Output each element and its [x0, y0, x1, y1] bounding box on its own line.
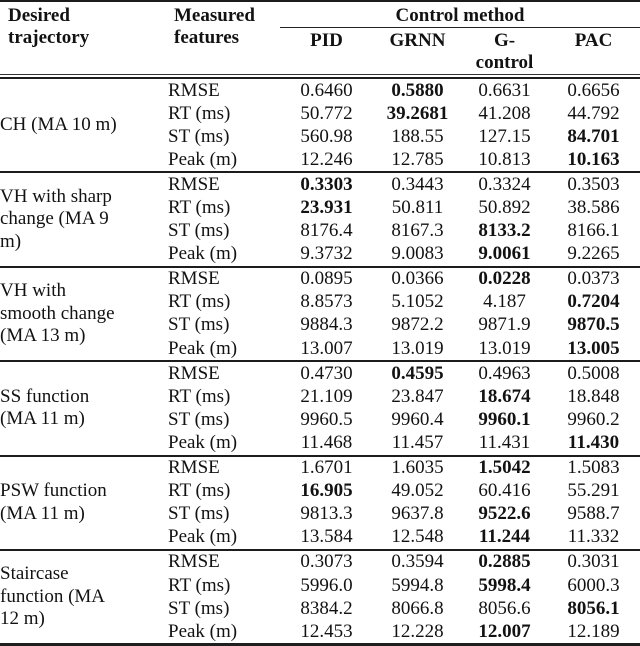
feature-label: ST (ms) [168, 597, 230, 619]
value-cell: 0.4963 [478, 362, 531, 384]
value-cell: 12.228 [391, 620, 444, 642]
value-cell: 23.847 [391, 385, 444, 407]
table-row [0, 172, 640, 196]
trajectory-line: VH with sharp [0, 185, 112, 207]
header-method-pid [280, 28, 373, 75]
value-cell: 12.007 [478, 620, 531, 642]
block-ch [0, 78, 640, 172]
trajectory-line: 12 m) [0, 608, 45, 630]
trajectory-cell [0, 456, 168, 550]
value-cell: 23.931 [300, 197, 353, 219]
value-cell: 38.586 [567, 197, 620, 219]
trajectory-line: change (MA 9 [0, 208, 109, 230]
value-cell: 4.187 [483, 291, 526, 313]
value-cell: 16.905 [300, 480, 353, 502]
trajectory-line: function (MA [0, 585, 106, 607]
value-cell: 0.3594 [391, 551, 444, 573]
value-cell: 1.6701 [300, 457, 353, 479]
block-ss [0, 361, 640, 455]
header-line: Measured [174, 5, 255, 26]
value-cell: 10.813 [478, 148, 531, 170]
value-cell: 9960.5 [300, 408, 353, 430]
feature-label: RMSE [168, 79, 220, 101]
value-cell: 8066.8 [391, 597, 444, 619]
value-cell: 9870.5 [567, 314, 620, 336]
feature-label: ST (ms) [168, 125, 230, 147]
value-cell: 0.3324 [478, 173, 531, 195]
value-cell: 49.052 [391, 480, 444, 502]
value-cell: 8133.2 [478, 220, 531, 242]
method-label: PAC [574, 30, 613, 51]
value-cell: 0.0366 [391, 268, 444, 290]
value-cell: 8384.2 [300, 597, 353, 619]
trajectory-cell [0, 172, 168, 266]
feature-label: RT (ms) [168, 385, 231, 407]
value-cell: 11.468 [300, 431, 353, 453]
header-method-g-control [462, 28, 547, 75]
feature-label: RT (ms) [168, 197, 231, 219]
value-cell: 50.892 [478, 197, 531, 219]
value-cell: 41.208 [478, 102, 531, 124]
value-cell: 11.431 [478, 431, 531, 453]
feature-label: Peak (m) [168, 620, 238, 642]
value-cell: 8056.6 [478, 597, 531, 619]
method-label: control [475, 52, 534, 73]
feature-label: RMSE [168, 362, 220, 384]
value-cell: 21.109 [300, 385, 353, 407]
value-cell: 1.5042 [478, 457, 531, 479]
value-cell: 0.3503 [567, 173, 620, 195]
block-vh-smooth [0, 267, 640, 361]
feature-label: RMSE [168, 457, 220, 479]
method-label: GRNN [389, 30, 446, 51]
value-cell: 11.332 [567, 526, 620, 548]
table-row [0, 456, 640, 480]
value-cell: 0.6631 [478, 79, 531, 101]
feature-label: ST (ms) [168, 220, 230, 242]
header-line: trajectory [8, 27, 90, 48]
feature-label: Peak (m) [168, 337, 238, 359]
value-cell: 9.3732 [300, 243, 353, 265]
value-cell: 12.548 [391, 526, 444, 548]
value-cell: 11.430 [567, 431, 620, 453]
value-cell: 18.674 [478, 385, 531, 407]
value-cell: 0.6656 [567, 79, 620, 101]
trajectory-line: SS function [0, 385, 90, 407]
trajectory-line: smooth change [0, 302, 115, 324]
value-cell: 11.457 [391, 431, 444, 453]
value-cell: 0.3073 [300, 551, 353, 573]
block-staircase [0, 550, 640, 645]
table-header [0, 1, 640, 78]
value-cell: 127.15 [478, 125, 531, 147]
value-cell: 9.0061 [478, 243, 531, 265]
value-cell: 13.005 [567, 337, 620, 359]
trajectory-line: (MA 11 m) [0, 408, 85, 430]
method-label: G- [493, 30, 516, 51]
value-cell: 0.4730 [300, 362, 353, 384]
value-cell: 39.2681 [386, 102, 449, 124]
header-measured-features [168, 1, 280, 75]
feature-label: RT (ms) [168, 480, 231, 502]
trajectory-cell [0, 361, 168, 455]
feature-label: RMSE [168, 551, 220, 573]
value-cell: 55.291 [567, 480, 620, 502]
trajectory-line: m) [0, 230, 22, 252]
value-cell: 0.2885 [478, 551, 531, 573]
value-cell: 560.98 [300, 125, 353, 147]
block-psw [0, 456, 640, 550]
value-cell: 9871.9 [478, 314, 531, 336]
value-cell: 9960.2 [567, 408, 620, 430]
feature-label: RT (ms) [168, 291, 231, 313]
table-row [0, 267, 640, 291]
value-cell: 60.416 [478, 480, 531, 502]
value-cell: 0.0228 [478, 268, 531, 290]
value-cell: 9960.4 [391, 408, 444, 430]
value-cell: 13.019 [391, 337, 444, 359]
table-row [0, 361, 640, 385]
value-cell: 9884.3 [300, 314, 353, 336]
value-cell: 8056.1 [567, 597, 620, 619]
value-cell: 0.3303 [300, 173, 353, 195]
value-cell: 9960.1 [478, 408, 531, 430]
value-cell: 0.6460 [300, 79, 353, 101]
value-cell: 9588.7 [567, 503, 620, 525]
value-cell: 13.019 [478, 337, 531, 359]
value-cell: 84.701 [567, 125, 620, 147]
value-cell: 12.785 [391, 148, 444, 170]
trajectory-line: (MA 13 m) [0, 325, 86, 347]
value-cell: 0.0373 [567, 268, 620, 290]
feature-label: RT (ms) [168, 574, 231, 596]
trajectory-line: PSW function [0, 480, 107, 502]
header-line: Desired [8, 5, 70, 26]
value-cell: 13.007 [300, 337, 353, 359]
value-cell: 8166.1 [567, 220, 620, 242]
trajectory-line: Staircase [0, 563, 69, 585]
value-cell: 1.6035 [391, 457, 444, 479]
feature-label: ST (ms) [168, 408, 230, 430]
feature-label: Peak (m) [168, 431, 238, 453]
block-vh-sharp [0, 172, 640, 266]
value-cell: 0.3031 [567, 551, 620, 573]
value-cell: 11.244 [478, 526, 531, 548]
value-cell: 8176.4 [300, 220, 353, 242]
value-cell: 50.772 [300, 102, 353, 124]
trajectory-cell [0, 78, 168, 172]
value-cell: 5996.0 [300, 574, 353, 596]
value-cell: 0.0895 [300, 268, 353, 290]
value-cell: 8167.3 [391, 220, 444, 242]
value-cell: 9522.6 [478, 503, 531, 525]
method-label: PID [310, 30, 343, 51]
header-method-pac [547, 28, 640, 75]
value-cell: 9.0083 [391, 243, 444, 265]
value-cell: 5.1052 [391, 291, 444, 313]
value-cell: 12.246 [300, 148, 353, 170]
value-cell: 44.792 [567, 102, 620, 124]
value-cell: 0.3443 [391, 173, 444, 195]
value-cell: 50.811 [391, 197, 444, 219]
feature-label: Peak (m) [168, 526, 238, 548]
value-cell: 0.7204 [567, 291, 620, 313]
feature-label: ST (ms) [168, 503, 230, 525]
value-cell: 12.189 [567, 620, 620, 642]
value-cell: 9813.3 [300, 503, 353, 525]
value-cell: 6000.3 [567, 574, 620, 596]
value-cell: 0.5008 [567, 362, 620, 384]
value-cell: 1.5083 [567, 457, 620, 479]
value-cell: 5998.4 [478, 574, 531, 596]
value-cell: 10.163 [567, 148, 620, 170]
value-cell: 12.453 [300, 620, 353, 642]
value-cell: 188.55 [391, 125, 444, 147]
header-control-method-group: Control method [280, 1, 640, 28]
table-row [0, 550, 640, 574]
value-cell: 9872.2 [391, 314, 444, 336]
header-method-grnn [373, 28, 462, 75]
value-cell: 13.584 [300, 526, 353, 548]
value-cell: 0.5880 [391, 79, 444, 101]
trajectory-cell [0, 550, 168, 645]
header-line: features [174, 27, 240, 48]
feature-label: ST (ms) [168, 314, 230, 336]
feature-label: Peak (m) [168, 148, 238, 170]
table-row [0, 78, 640, 102]
value-cell: 18.848 [567, 385, 620, 407]
trajectory-line: (MA 11 m) [0, 502, 85, 524]
feature-label: Peak (m) [168, 243, 238, 265]
trajectory-line: CH (MA 10 m) [0, 113, 117, 135]
value-cell: 8.8573 [300, 291, 353, 313]
value-cell: 9637.8 [391, 503, 444, 525]
feature-label: RMSE [168, 268, 220, 290]
header-desired-trajectory [0, 1, 168, 75]
value-cell: 0.4595 [391, 362, 444, 384]
value-cell: 5994.8 [391, 574, 444, 596]
feature-label: RMSE [168, 173, 220, 195]
feature-label: RT (ms) [168, 102, 231, 124]
value-cell: 9.2265 [567, 243, 620, 265]
trajectory-cell [0, 267, 168, 361]
trajectory-line: VH with [0, 280, 66, 302]
